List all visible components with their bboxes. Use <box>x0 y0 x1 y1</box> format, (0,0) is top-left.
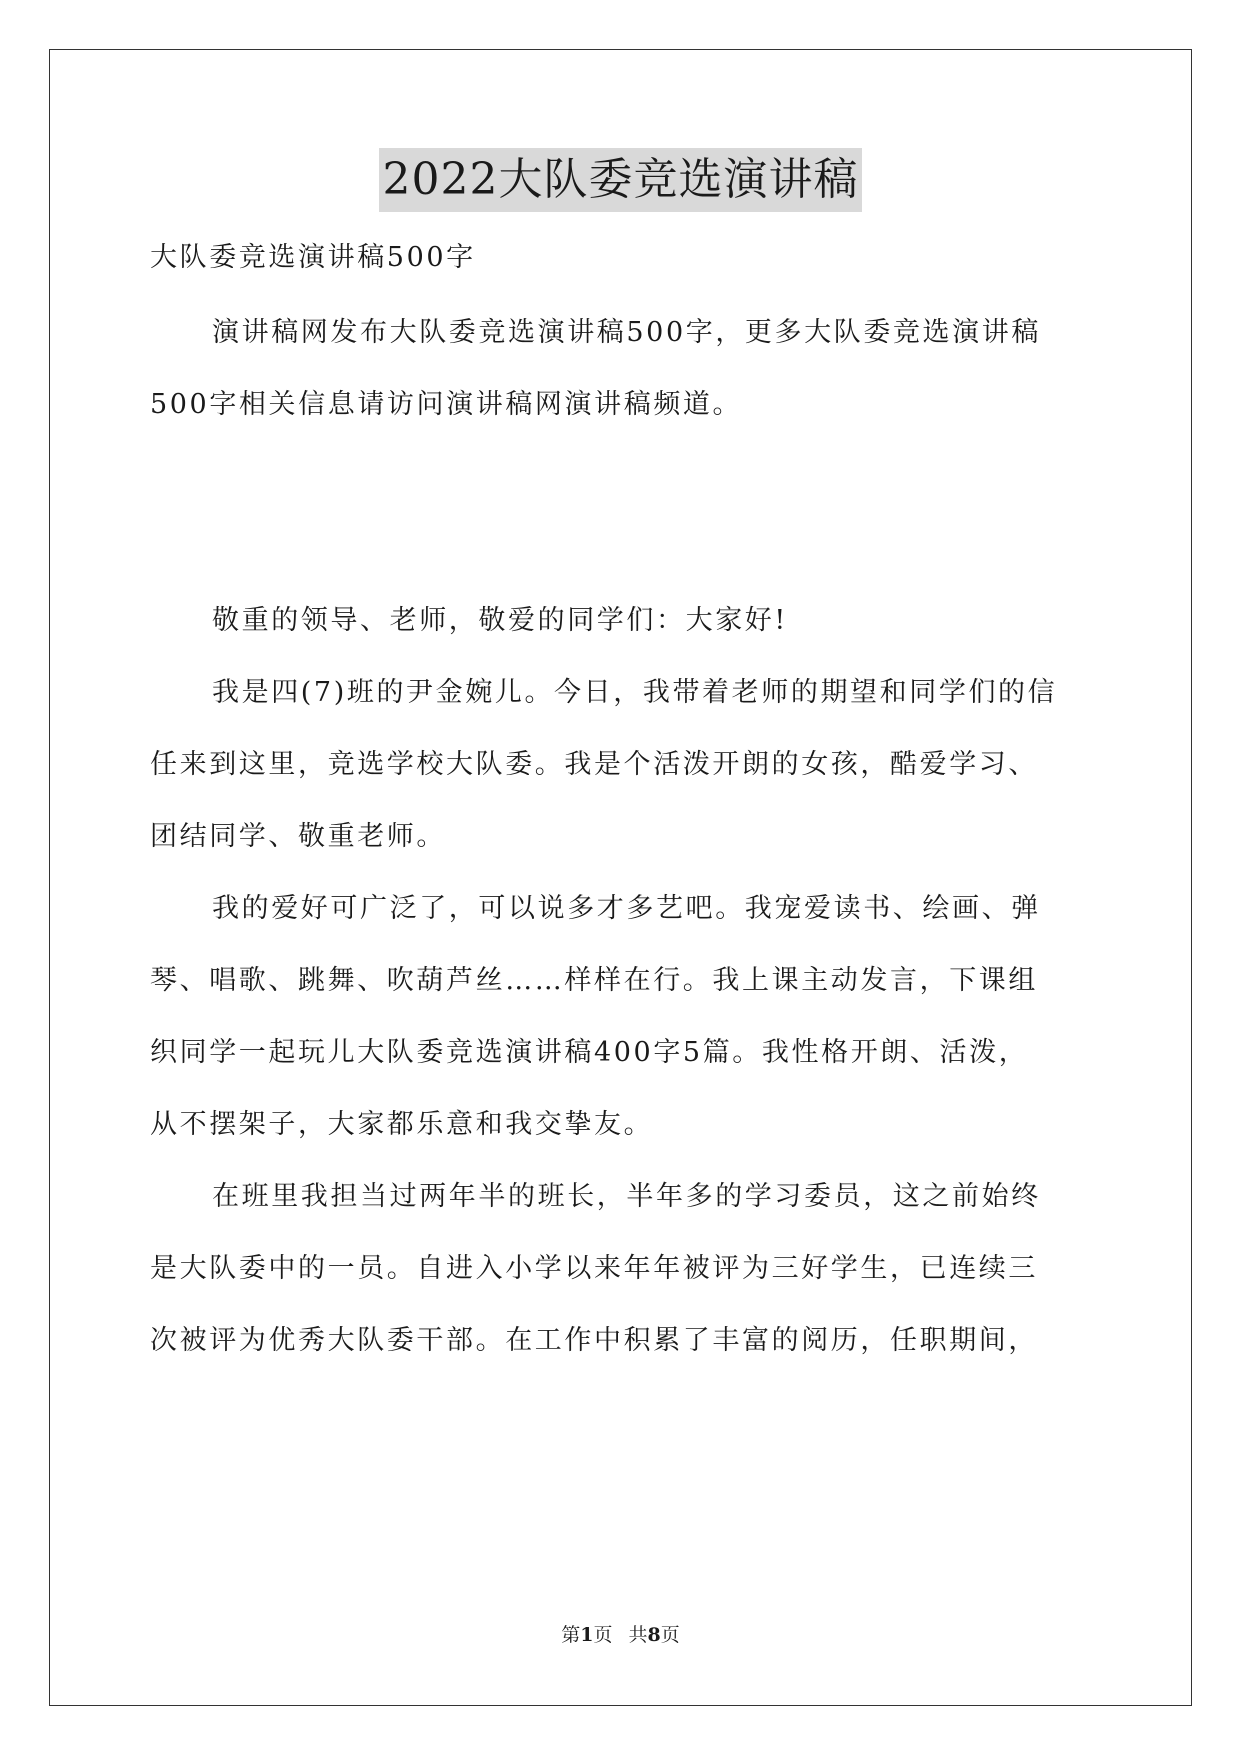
paragraph-line: 我是四(7)班的尹金婉儿。今日，我带着老师的期望和同学们的信 <box>212 677 1058 708</box>
page-number: 1 <box>580 1624 594 1646</box>
page-border <box>49 49 1192 1706</box>
page-footer <box>0 1622 1241 1648</box>
paragraph-line: 我的爱好可广泛了，可以说多才多艺吧。我宠爱读书、绘画、弹 <box>212 893 1041 924</box>
paragraph-line: 次被评为优秀大队委干部。在工作中积累了丰富的阅历，任职期间， <box>150 1325 1038 1356</box>
total-pages: 8 <box>647 1624 661 1646</box>
paragraph-line: 是大队委中的一员。自进入小学以来年年被评为三好学生，已连续三 <box>150 1253 1038 1284</box>
paragraph-line: 从不摆架子，大家都乐意和我交挚友。 <box>150 1109 654 1140</box>
paragraph-line: 团结同学、敬重老师。 <box>150 821 446 852</box>
title-container <box>0 148 1241 212</box>
paragraph-line: 琴、唱歌、跳舞、吹葫芦丝……样样在行。我上课主动发言，下课组 <box>150 965 1038 996</box>
paragraph-line: 织同学一起玩儿大队委竞选演讲稿400字5篇。我性格开朗、活泼， <box>150 1037 1029 1068</box>
document-subtitle: 大队委竞选演讲稿500字 <box>150 242 476 273</box>
paragraph-line: 演讲稿网发布大队委竞选演讲稿500字，更多大队委竞选演讲稿 <box>212 317 1041 348</box>
page-suffix: 页 <box>593 1624 613 1646</box>
total-prefix: 共 <box>628 1624 648 1646</box>
paragraph-line: 任来到这里，竞选学校大队委。我是个活泼开朗的女孩，酷爱学习、 <box>150 749 1038 780</box>
paragraph-line: 敬重的领导、老师，敬爱的同学们：大家好! <box>212 605 788 636</box>
total-suffix: 页 <box>660 1624 680 1646</box>
paragraph-line: 500字相关信息请访问演讲稿网演讲稿频道。 <box>150 389 743 420</box>
paragraph-line: 在班里我担当过两年半的班长，半年多的学习委员，这之前始终 <box>212 1181 1041 1212</box>
document-title: 2022大队委竞选演讲稿 <box>379 148 863 212</box>
page-prefix: 第 <box>561 1624 581 1646</box>
